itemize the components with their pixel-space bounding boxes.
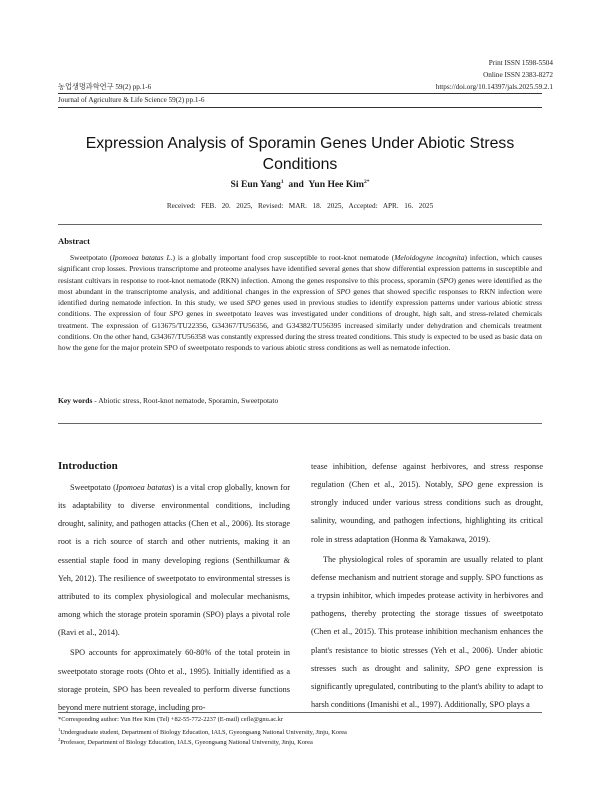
abstract-rule-top [58, 224, 542, 225]
author-2-affiliation: 2* [363, 179, 370, 185]
header-rule-bottom [58, 107, 542, 108]
intro-left-column [58, 459, 290, 717]
doi-link[interactable]: https://doi.org/10.14397/jals.2025.59.2.1 [435, 83, 553, 91]
article-title [60, 133, 540, 175]
abstract-heading: Abstract [58, 236, 90, 246]
keywords-text: Abiotic stress, Root-knot nematode, Sporamin, Sweetpotato [98, 396, 279, 405]
intro-paragraph-continued: tease inhibition, defense against herbivores, and stress response regulation (Chen et al., 2015). Notably, SPO gene expression is strongly induced under various stress conditions such as drought, salinity, wounding, and pathogen infections, highlighting its critical role in stress adaptation (Honma & Yamakawa, 2019). [311, 462, 543, 544]
journal-korean: 농업생명과학연구 59(2) pp.1-6 [58, 83, 152, 91]
abstract-rule-bottom [58, 423, 542, 424]
intro-right-column [311, 458, 543, 714]
title-line-2: Conditions [262, 156, 338, 173]
author-1-affiliation: 1 [280, 179, 284, 185]
journal-english: Journal of Agriculture & Life Science 59(2) pp.1-6 [58, 96, 205, 104]
abstract-text: Sweetpotato (Ipomoea batatas L.) is a globally important food crop susceptible to root-knot nematode (Meloidogyne incognita) infection, which causes significant crop losses. Previous transcriptome and proteome analyses have identified several genes that show differential expression patterns in susceptible and resistant cultivars in response to root-knot nematode (RKN) infection. Among the genes responsive to this process, sporamin (SPO) genes were identified as the most abundant in the transcriptome analysis, and additional changes in the expression of SPO genes that showed specific responses to RKN infection were identified during nematode infection. In this study, we used SPO genes used in previous studies to identify expression patterns under various abiotic stress conditions. The expression of four SPO genes in sweetpotato leaves was investigated under conditions of drought, high salt, and stress-related chemicals treatment. The expression of G13675/TU22356, G34367/TU56356, and G34382/TU56395 increased similarly under dehydration and chemicals treatment conditions. On the other hand, G34367/TU56358 was constantly expressed during the stress treated conditions. This study is expected to be used as basic data on how the gene for the major protein SPO of sweetpotato responds to various abiotic stress conditions as well as nematode infection. [58, 253, 543, 352]
keywords-line [58, 396, 278, 405]
intro-paragraph-2: SPO accounts for approximately 60-80% of the total protein in sweetpotato storage roots (Ohto et al., 1995). Initially identified as a storage protein, SPO has been revealed to perform diverse functions beyond mere nutrient storage, including pro- [58, 648, 290, 712]
intro-paragraph-3: The physiological roles of sporamin are usually related to plant defense mechanism and nutrient storage and supply. SPO functions as a trypsin inhibitor, which impedes protease activity in herbivores and pathogens, thereby protecting the storage tissues of sweetpotato (Chen et al., 2015). This protease inhibition mechanism enhances the plant's resistance to biotic stresses (Yeh et al., 2006). Under abiotic stresses such as drought and salinity, SPO gene expression is significantly upregulated, contributing to the plant's ability to adapt to harsh conditions (Imanishi et al., 1997). Additionally, SPO plays a [311, 554, 543, 710]
title-line-1: Expression Analysis of Sporamin Genes Under Abiotic Stress [85, 135, 515, 152]
intro-paragraph-1: Sweetpotato (Ipomoea batatas) is a vital crop globally, known for its adaptability to diverse environmental conditions, including drought, salinity, and pathogen attacks (Chen et al., 2006). Its storage root is a rich source of starch and other nutrients, making it an essential staple food in many developing regions (Senthilkumar & Yeh, 2012). The resilience of sweetpotato to environmental stresses is attributed to its complex physiological and molecular mechanisms, among which the storage protein sporamin (SPO) plays a pivotal role (Ravi et al., 2014). [58, 483, 290, 638]
author-2: Yun Hee Kim [308, 179, 364, 191]
keywords-label: Key words [58, 396, 93, 405]
received-dates: Received: FEB. 20. 2025, Revised: MAR. 18. 2025, Accepted: APR. 16. 2025 [166, 202, 434, 210]
header-rule-top [58, 93, 542, 94]
footnote-affiliation-2: $^2$Professor, Department of Biology Education, IALS, Gyeongsang National University, Jinju, Korea [58, 737, 313, 747]
section-heading-introduction: Introduction [58, 460, 118, 472]
keywords-separator: - [92, 396, 99, 405]
online-issn: Online ISSN 2383-8272 [483, 71, 553, 79]
print-issn: Print ISSN 1598-5504 [488, 59, 553, 67]
author-list [60, 179, 540, 190]
footnote-corresponding: *Corresponding author: Yun Hee Kim (Tel) +82-55-772-2237 (E-mail) cefle@gnu.ac.kr [58, 716, 283, 723]
author-join: and [283, 179, 309, 191]
author-1: Si Eun Yang [230, 179, 281, 191]
footnote-affiliation-1: $^1$Undergraduate student, Department of Biology Education, IALS, Gyeongsang National University, Jinju, Korea [58, 727, 347, 737]
footnote-rule [58, 712, 542, 713]
